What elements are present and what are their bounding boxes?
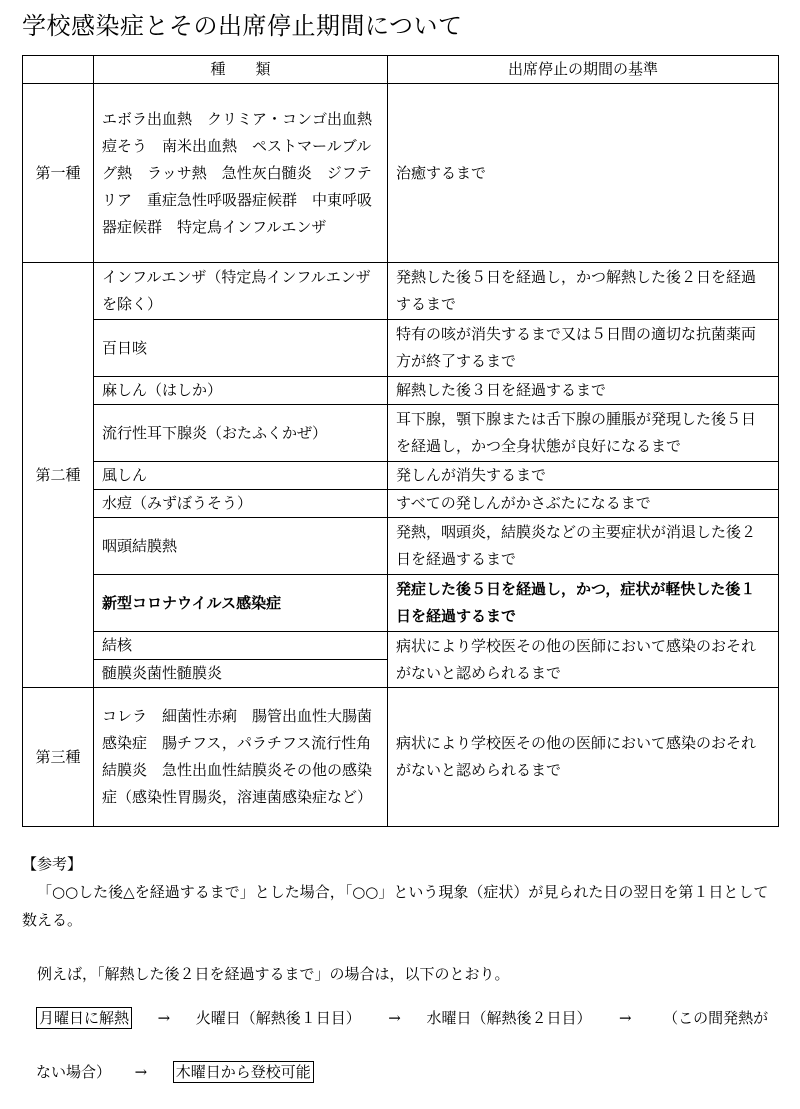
period-cell: 耳下腺，顎下腺または舌下腺の腫脹が発現した後５日を経過し，かつ全身状態が良好になるまで bbox=[388, 405, 779, 462]
period-cell: 発熱，咽頭炎，結膜炎などの主要症状が消退した後２日を経過するまで bbox=[388, 518, 779, 575]
table-row bbox=[23, 632, 779, 660]
category-3-diseases: コレラ 細菌性赤痢 腸管出血性大腸菌感染症 腸チフス，パラチフス流行性角結膜炎 急性出血性結膜炎その他の感染症（感染性胃腸炎，溶連菌感染症など） bbox=[94, 688, 388, 827]
table-row bbox=[23, 405, 779, 462]
period-cell: 病状により学校医その他の医師において感染のおそれがないと認められるまで bbox=[388, 632, 779, 688]
page-title: 学校感染症とその出席停止期間について bbox=[22, 12, 463, 40]
period-cell: 発症した後５日を経過し，かつ，症状が軽快した後１日を経過するまで bbox=[388, 575, 779, 632]
table-row bbox=[23, 518, 779, 575]
arrow-icon: → bbox=[157, 1009, 171, 1027]
disease-cell: 水痘（みずぼうそう） bbox=[94, 490, 388, 518]
table-row bbox=[23, 377, 779, 405]
category-1-period: 治癒するまで bbox=[388, 84, 779, 263]
table-row bbox=[23, 575, 779, 632]
header-blank bbox=[23, 56, 94, 84]
disease-cell: 髄膜炎菌性髄膜炎 bbox=[94, 660, 388, 688]
table-header-row bbox=[23, 56, 779, 84]
category-3-label: 第三種 bbox=[23, 688, 94, 827]
flow-step-4a: （この間発熱が bbox=[663, 1009, 769, 1027]
disease-cell: 麻しん（はしか） bbox=[94, 377, 388, 405]
period-cell: 特有の咳が消失するまで又は５日間の適切な抗菌薬両方が終了するまで bbox=[388, 320, 779, 377]
reference-example: 例えば，「解熱した後２日を経過するまで」の場合は，以下のとおり。 bbox=[37, 965, 510, 983]
table-row-cat3 bbox=[23, 688, 779, 827]
period-cell: すべての発しんがかさぶたになるまで bbox=[388, 490, 779, 518]
table-row bbox=[23, 462, 779, 490]
table-row-cat1 bbox=[23, 84, 779, 263]
flow-line-1 bbox=[36, 1004, 768, 1032]
disease-cell: 風しん bbox=[94, 462, 388, 490]
category-1-diseases: エボラ出血熱 クリミア・コンゴ出血熱 痘そう 南米出血熱 ペストマールブルグ熱 ラッサ熱 急性灰白髄炎 ジフテリア 重症急性呼吸器症候群 中東呼吸器症候群 特定鳥インフルエンザ bbox=[94, 84, 388, 263]
arrow-icon: → bbox=[388, 1009, 401, 1027]
table-row bbox=[23, 490, 779, 518]
infection-table bbox=[22, 55, 779, 827]
arrow-icon: → bbox=[134, 1063, 148, 1081]
period-cell: 発しんが消失するまで bbox=[388, 462, 779, 490]
table-row bbox=[23, 263, 779, 320]
arrow-icon: → bbox=[619, 1009, 632, 1027]
flow-step-1: 月曜日に解熱 bbox=[36, 1007, 132, 1029]
disease-cell: 結核 bbox=[94, 632, 388, 660]
flow-step-4b: ない場合） bbox=[36, 1063, 112, 1081]
flow-line-2 bbox=[36, 1058, 314, 1086]
flow-step-3: 水曜日（解熱後２日目） bbox=[426, 1009, 592, 1027]
period-cell: 解熱した後３日を経過するまで bbox=[388, 377, 779, 405]
disease-cell: 新型コロナウイルス感染症 bbox=[94, 575, 388, 632]
disease-cell: 咽頭結膜熱 bbox=[94, 518, 388, 575]
category-3-period: 病状により学校医その他の医師において感染のおそれがないと認められるまで bbox=[388, 688, 779, 827]
reference-text: 「○○した後△を経過するまで」とした場合，「○○」という現象（症状）が見られた日の翌日を第１日として数える。 bbox=[22, 883, 769, 929]
disease-cell: インフルエンザ（特定鳥インフルエンザを除く） bbox=[94, 263, 388, 320]
disease-cell: 流行性耳下腺炎（おたふくかぜ） bbox=[94, 405, 388, 462]
period-cell: 発熱した後５日を経過し，かつ解熱した後２日を経過するまで bbox=[388, 263, 779, 320]
flow-step-5: 木曜日から登校可能 bbox=[173, 1061, 314, 1083]
category-2-label: 第二種 bbox=[23, 263, 94, 688]
table-row bbox=[23, 320, 779, 377]
header-type: 種 類 bbox=[94, 56, 388, 84]
header-period: 出席停止の期間の基準 bbox=[388, 56, 779, 84]
category-1-label: 第一種 bbox=[23, 84, 94, 263]
disease-cell: 百日咳 bbox=[94, 320, 388, 377]
reference-heading: 【参考】 bbox=[22, 855, 83, 873]
flow-step-2: 火曜日（解熱後１日目） bbox=[195, 1009, 361, 1027]
